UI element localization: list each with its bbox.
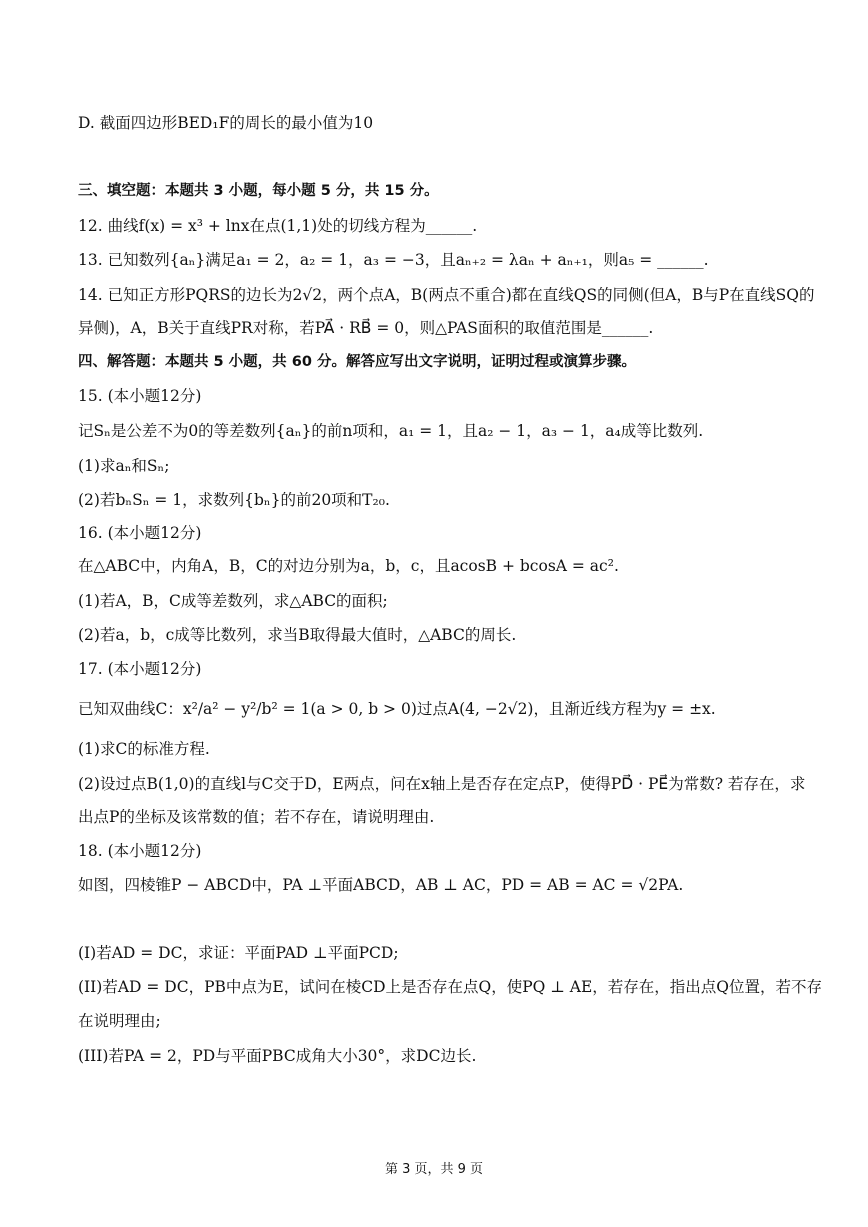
question-15-part-2: (2)若bₙSₙ = 1，求数列{bₙ}的前20项和T₂₀. (78, 491, 390, 509)
question-17-header: 17. (本小题12分) (78, 660, 202, 678)
question-13: 13. 已知数列{aₙ}满足a₁ = 2，a₂ = 1，a₃ = −3，且aₙ₊₂ = λaₙ + aₙ₊₁，则a₅ = ______. (78, 251, 709, 269)
question-15-header: 15. (本小题12分) (78, 387, 202, 405)
question-15-stem: 记Sₙ是公差不为0的等差数列{aₙ}的前n项和，a₁ = 1，且a₂ − 1，a₃ − 1，a₄成等比数列. (78, 422, 704, 440)
question-16-header: 16. (本小题12分) (78, 524, 202, 542)
question-18-part-3: (III)若PA = 2，PD与平面PBC成角大小30°，求DC边长. (78, 1047, 477, 1065)
question-17-stem: 已知双曲线C：x²/a² − y²/b² = 1(a > 0, b > 0)过点A(4, −2√2)，且渐近线方程为y = ±x. (78, 700, 716, 718)
question-18-part-1: (I)若AD = DC，求证：平面PAD ⊥平面PCD; (78, 944, 399, 962)
section-heading-fill-blank: 三、填空题：本题共 3 小题，每小题 5 分，共 15 分。 (78, 183, 439, 199)
question-17-part-2-line-2: 出点P的坐标及该常数的值；若不存在，请说明理由. (78, 808, 435, 826)
question-17-part-1: (1)求C的标准方程. (78, 740, 210, 758)
question-16-part-1: (1)若A，B，C成等差数列，求△ABC的面积; (78, 592, 388, 610)
question-18-part-2-line-1: (II)若AD = DC，PB中点为E，试问在棱CD上是否存在点Q，使PQ ⊥ AE，若存在，指出点Q位置，若不存 (78, 978, 823, 996)
question-12: 12. 曲线f(x) = x³ + lnx在点(1,1)处的切线方程为______. (78, 217, 478, 235)
question-17-part-2-line-1: (2)设过点B(1,0)的直线l与C交于D，E两点，问在x轴上是否存在定点P，使得PD⃗ · PE⃗为常数? 若存在，求 (78, 775, 806, 793)
question-16-stem: 在△ABC中，内角A，B，C的对边分别为a，b，c，且acosB + bcosA = ac². (78, 557, 619, 575)
section-heading-solutions: 四、解答题：本题共 5 小题，共 60 分。解答应写出文字说明，证明过程或演算步骤。 (78, 354, 636, 370)
question-14-line-2: 异侧)，A，B关于直线PR对称，若PA⃗ · RB⃗ = 0，则△PAS面积的取值范围是______. (78, 319, 654, 337)
question-18-part-2-line-2: 在说明理由; (78, 1012, 161, 1030)
question-18-stem: 如图，四棱锥P − ABCD中，PA ⊥平面ABCD，AB ⊥ AC，PD = AB = AC = √2PA. (78, 876, 684, 894)
question-16-part-2: (2)若a，b，c成等比数列，求当B取得最大值时，△ABC的周长. (78, 626, 517, 644)
question-14-line-1: 14. 已知正方形PQRS的边长为2√2，两个点A，B(两点不重合)都在直线QS的同侧(但A，B与P在直线SQ的 (78, 286, 815, 304)
question-15-part-1: (1)求aₙ和Sₙ; (78, 457, 170, 475)
option-d: D. 截面四边形BED₁F的周长的最小值为10 (78, 114, 374, 132)
question-18-header: 18. (本小题12分) (78, 842, 202, 860)
page-footer: 第 3 页，共 9 页 (384, 1162, 484, 1177)
